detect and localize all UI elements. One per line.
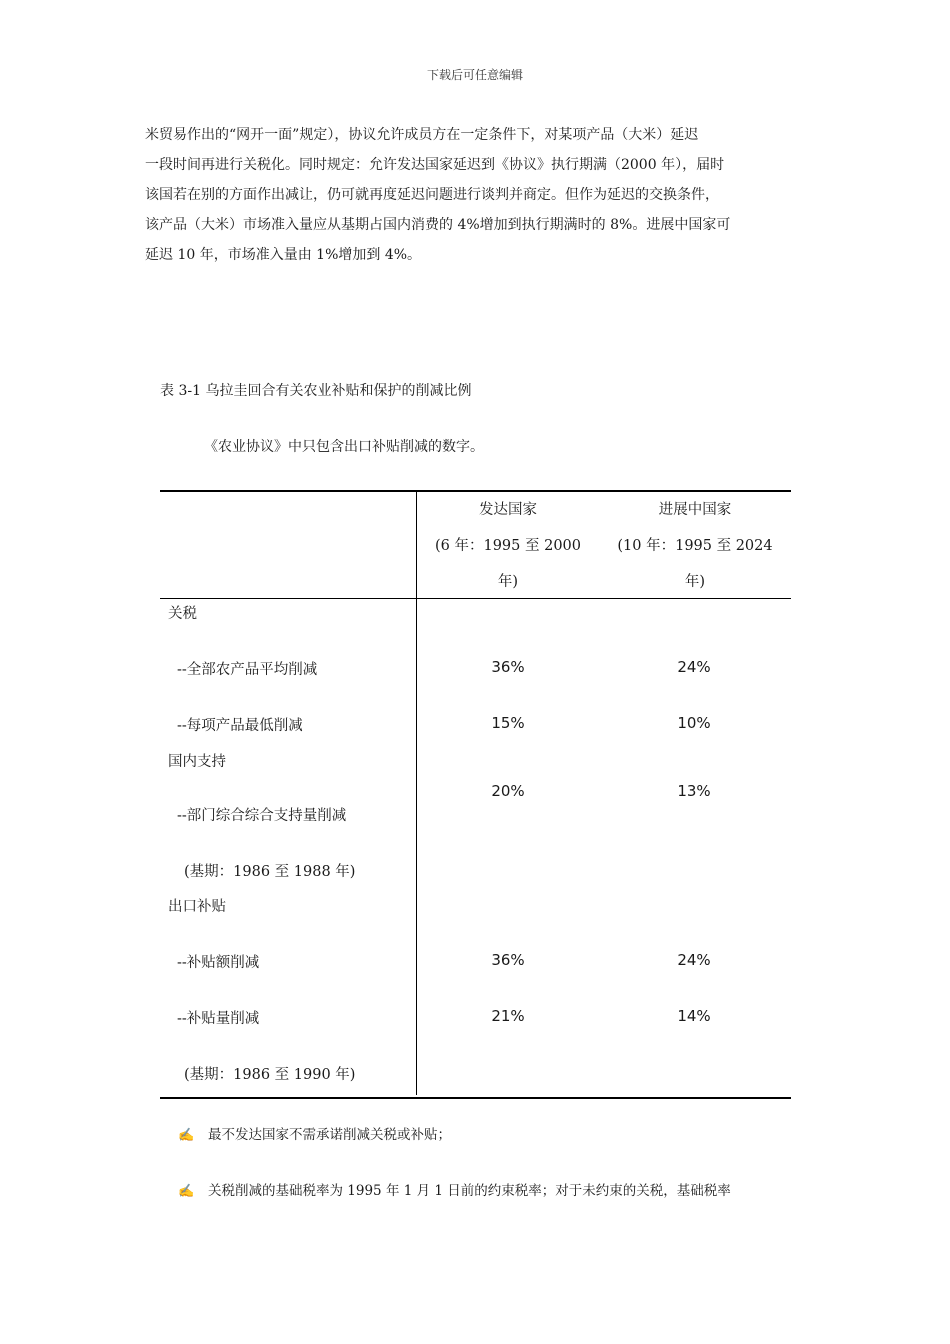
row-label-export-volume: --补贴量削减: [177, 1011, 260, 1027]
cell-value: 36%: [491, 658, 525, 676]
cell-value: 36%: [491, 951, 525, 969]
paragraph-line: 该国若在别的方面作出减让，仍可就再度延迟问题进行谈判并商定。但作为延迟的交换条件，: [145, 187, 719, 203]
bullet-item: [178, 1179, 731, 1199]
writing-hand-icon: ✍: [178, 1128, 195, 1143]
row-label-tariff-min: --每项产品最低削减: [177, 718, 303, 734]
bullet-text: 关税削减的基础税率为 1995 年 1 月 1 日前的约束税率；对于未约束的关税，基础税率: [208, 1183, 731, 1199]
reduction-table: [160, 490, 791, 1099]
cell-value: 15%: [491, 714, 525, 732]
row-label-export: 出口补贴: [168, 899, 226, 915]
paragraph-line: 一段时间再进行关税化。同时规定：允许发达国家延迟到《协议》执行期满（2000 年），届时: [145, 157, 725, 173]
table-note: 《农业协议》中只包含出口补贴削减的数字。: [204, 439, 484, 455]
column-header-developed: [418, 492, 598, 600]
bullet-text: 最不发达国家不需承诺削减关税或补贴；: [208, 1127, 451, 1143]
page-header: 下载后可任意编辑: [426, 68, 523, 82]
column-header-line: 年): [684, 574, 706, 590]
row-label-tariff-avg: --全部农产品平均削减: [177, 662, 318, 678]
cell-value: 10%: [677, 714, 711, 732]
column-header-line: (6 年：1995 至 2000: [434, 538, 581, 554]
table-divider-vertical: [416, 492, 417, 1095]
body-paragraph: [145, 120, 810, 270]
cell-value: 21%: [491, 1007, 525, 1025]
paragraph-line: 该产品（大米）市场准入量应从基期占国内消费的 4%增加到执行期满时的 8%。进展中国家可: [145, 217, 731, 233]
column-header-line: 进展中国家: [658, 502, 732, 518]
column-header-developing: [600, 492, 790, 600]
cell-value: 24%: [677, 951, 711, 969]
row-label-export-base: (基期：1986 至 1990 年): [184, 1067, 356, 1083]
row-label-domestic-base: (基期：1986 至 1988 年): [184, 864, 356, 880]
cell-value: 13%: [677, 782, 711, 800]
bullet-item: [178, 1123, 451, 1143]
column-header-line: (10 年：1995 至 2024: [617, 538, 773, 554]
paragraph-line: 米贸易作出的“网开一面”规定），协议允许成员方在一定条件下，对某项产品（大米）延迟: [145, 127, 699, 143]
cell-value: 14%: [677, 1007, 711, 1025]
row-label-export-amount: --补贴额削减: [177, 955, 260, 971]
row-label-domestic-ams: --部门综合综合支持量削减: [177, 808, 347, 824]
column-header-line: 发达国家: [479, 502, 537, 518]
writing-hand-icon: ✍: [178, 1184, 195, 1199]
paragraph-line: 延迟 10 年，市场准入量由 1%增加到 4%。: [145, 247, 422, 263]
column-header-line: 年): [497, 574, 519, 590]
cell-value: 20%: [491, 782, 525, 800]
cell-value: 24%: [677, 658, 711, 676]
table-caption: 表 3-1 乌拉圭回合有关农业补贴和保护的削减比例: [160, 383, 472, 399]
row-label-tariff: 关税: [168, 606, 197, 622]
row-label-domestic: 国内支持: [168, 754, 226, 770]
